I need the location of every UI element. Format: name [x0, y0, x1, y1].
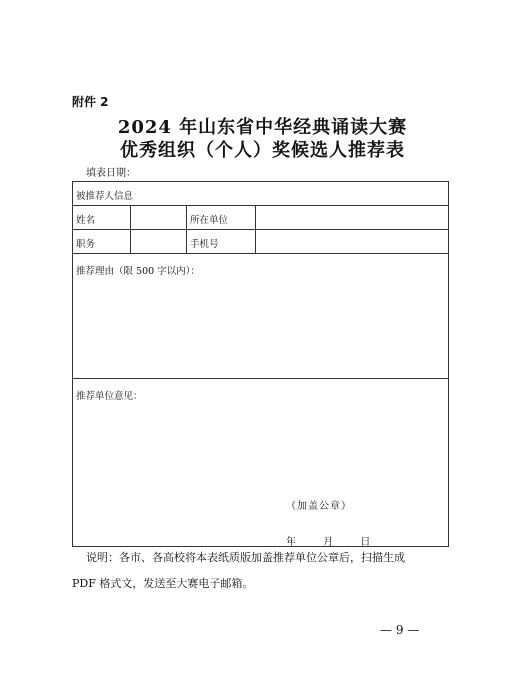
- day-label: 日: [360, 537, 371, 548]
- opinion-label: 推荐单位意见：: [76, 391, 143, 402]
- name-label: 姓名: [76, 215, 96, 226]
- document-title-line-2: 优秀组织（个人）奖候选人推荐表: [120, 140, 405, 161]
- phone-field[interactable]: [255, 230, 450, 253]
- name-field[interactable]: [130, 206, 186, 229]
- recommendation-form: [72, 181, 449, 547]
- stamp-label: （加盖公章）: [286, 501, 352, 512]
- unit-label: 所在单位: [186, 206, 255, 229]
- name-row: [73, 206, 448, 230]
- document-title-line-1: 2024 年山东省中华经典诵读大赛: [117, 117, 408, 138]
- section-info-label: 被推荐人信息: [76, 191, 134, 202]
- fill-date-label: 填表日期：: [86, 168, 136, 179]
- page-number: — 9 —: [380, 623, 420, 637]
- reason-field[interactable]: [73, 254, 450, 378]
- note-line-1: 说明：各市、各高校将本表纸质版加盖推荐单位公章后，扫描生成: [86, 551, 405, 564]
- reason-label: 推荐理由（限 500 字以内）：: [76, 266, 200, 277]
- year-label: 年: [286, 537, 296, 548]
- opinion-field[interactable]: [73, 379, 450, 548]
- phone-label: 手机号: [186, 230, 255, 253]
- position-row: [73, 230, 448, 254]
- unit-field[interactable]: [255, 206, 450, 229]
- month-label: 月: [323, 537, 334, 548]
- reason-row: [73, 254, 448, 379]
- position-label: 职务: [76, 239, 96, 250]
- note-line-2: PDF 格式文，发送至大赛电子邮箱。: [72, 577, 254, 590]
- section-info-row: [73, 182, 448, 206]
- position-field[interactable]: [130, 230, 186, 253]
- attachment-label: 附件 2: [72, 95, 109, 109]
- opinion-row: [73, 379, 448, 548]
